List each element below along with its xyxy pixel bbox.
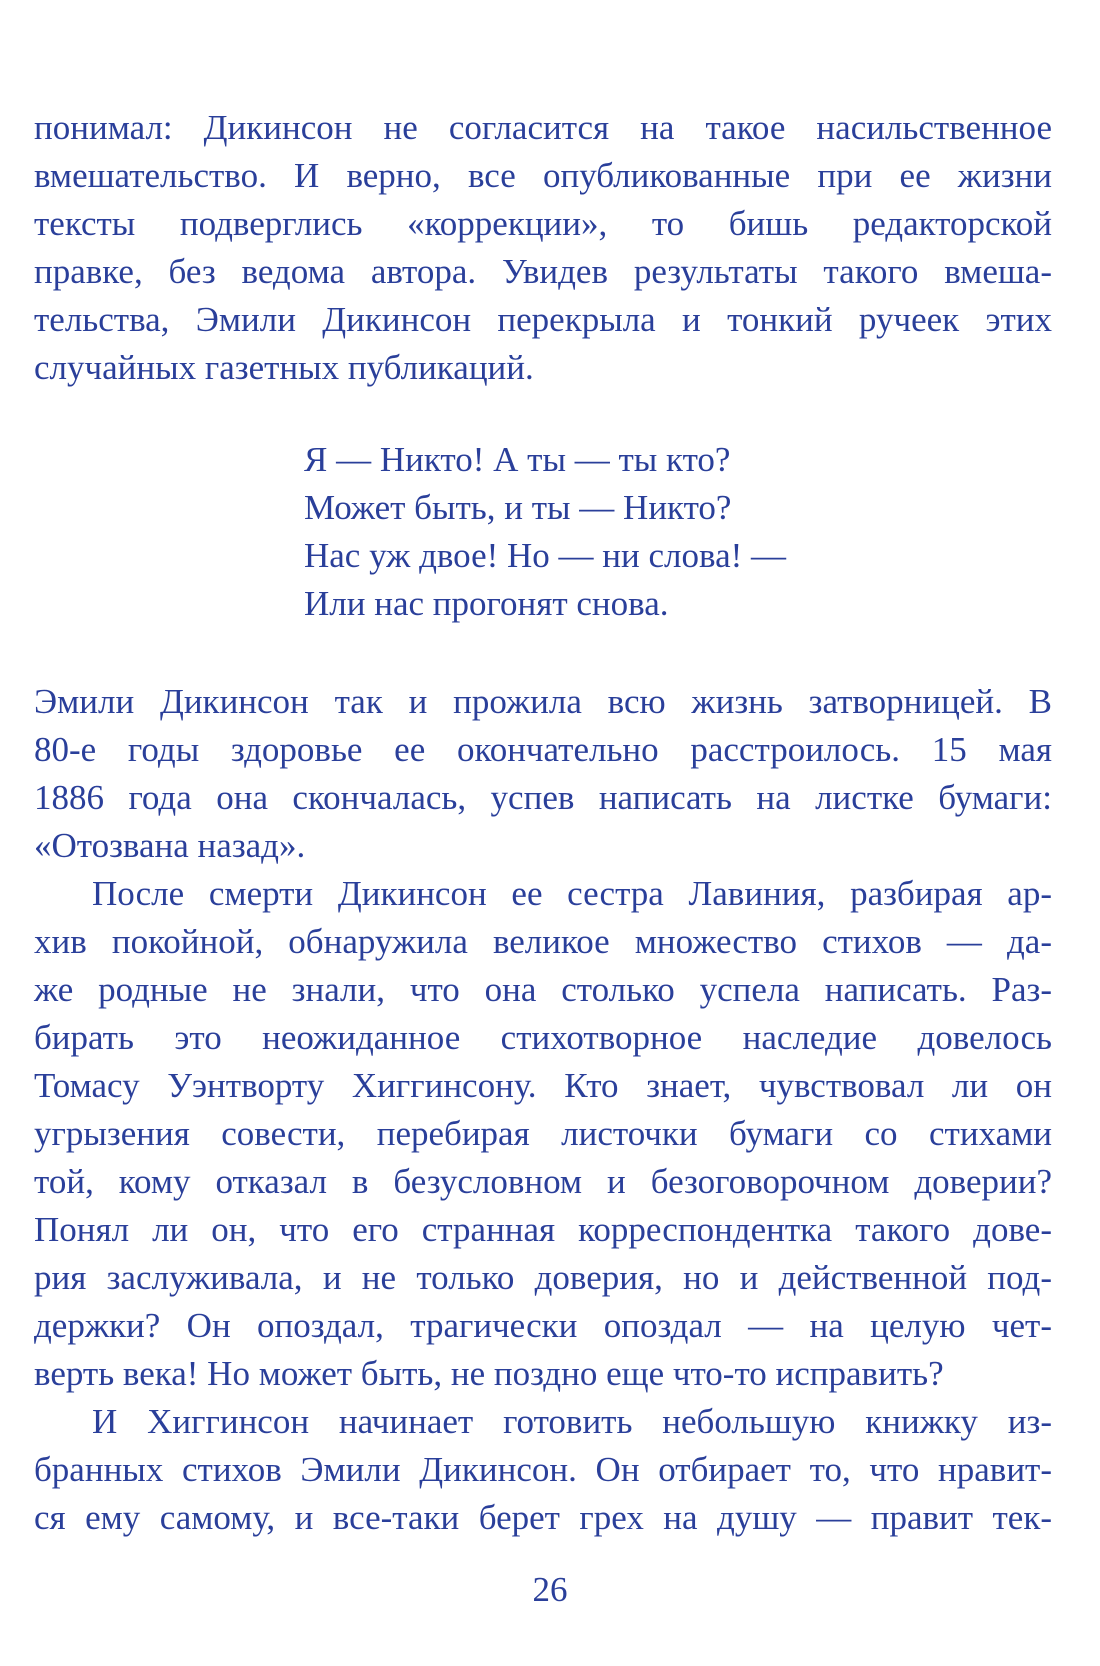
poem-line: Я — Никто! А ты — ты кто? bbox=[304, 440, 731, 479]
text-line: угрызения совести, перебирая листочки бумаги со стихами bbox=[34, 1114, 1052, 1153]
text-line: рия заслуживала, и не только доверия, но и действенной под- bbox=[34, 1258, 1052, 1297]
text-line: же родные не знали, что она столько успела написать. Раз- bbox=[34, 970, 1052, 1009]
text-line: тельства, Эмили Дикинсон перекрыла и тонкий ручеек этих bbox=[34, 300, 1052, 339]
text-line: 1886 года она скончалась, успев написать на листке бумаги: bbox=[34, 778, 1052, 817]
text-line: ся ему самому, и все-таки берет грех на душу — правит тек- bbox=[34, 1498, 1052, 1537]
poem-line: Может быть, и ты — Никто? bbox=[304, 488, 732, 527]
poem-line: Или нас прогонят снова. bbox=[304, 584, 669, 623]
text-line: Понял ли он, что его странная корреспондентка такого дове- bbox=[34, 1210, 1052, 1249]
text-line: бранных стихов Эмили Дикинсон. Он отбирает то, что нравит- bbox=[34, 1450, 1052, 1489]
text-line: держки? Он опоздал, трагически опоздал — на целую чет- bbox=[34, 1306, 1052, 1345]
text-line: понимал: Дикинсон не согласится на такое насильственное bbox=[34, 108, 1052, 147]
text-line: тексты подверглись «коррекции», то бишь редакторской bbox=[34, 204, 1052, 243]
paragraph-1 bbox=[34, 104, 1052, 392]
text-line: Томасу Уэнтворту Хиггинсону. Кто знает, чувствовал ли он bbox=[34, 1066, 1052, 1105]
poem-stanza bbox=[304, 436, 786, 628]
text-line: вмешательство. И верно, все опубликованные при ее жизни bbox=[34, 156, 1052, 195]
text-line: И Хиггинсон начинает готовить небольшую книжку из- bbox=[92, 1402, 1052, 1441]
text-line: Эмили Дикинсон так и прожила всю жизнь затворницей. В bbox=[34, 682, 1052, 721]
text-line: бирать это неожиданное стихотворное наследие довелось bbox=[34, 1018, 1052, 1057]
text-line: хив покойной, обнаружила великое множество стихов — да- bbox=[34, 922, 1052, 961]
text-line: После смерти Дикинсон ее сестра Лавиния, разбирая ар- bbox=[92, 874, 1052, 913]
paragraph-4 bbox=[34, 1398, 1052, 1542]
page-number: 26 bbox=[532, 1570, 568, 1609]
text-line: правке, без ведома автора. Увидев результаты такого вмеша- bbox=[34, 252, 1052, 291]
text-line: случайных газетных публикаций. bbox=[34, 348, 534, 387]
text-line: верть века! Но может быть, не поздно еще что-то исправить? bbox=[34, 1354, 944, 1393]
poem-line: Нас уж двое! Но — ни слова! — bbox=[304, 536, 787, 575]
paragraph-2 bbox=[34, 678, 1052, 870]
text-line: «Отозвана назад». bbox=[34, 826, 306, 865]
text-line: 80-е годы здоровье ее окончательно расстроилось. 15 мая bbox=[34, 730, 1052, 769]
text-line: той, кому отказал в безусловном и безоговорочном доверии? bbox=[34, 1162, 1052, 1201]
paragraph-3 bbox=[34, 870, 1052, 1398]
